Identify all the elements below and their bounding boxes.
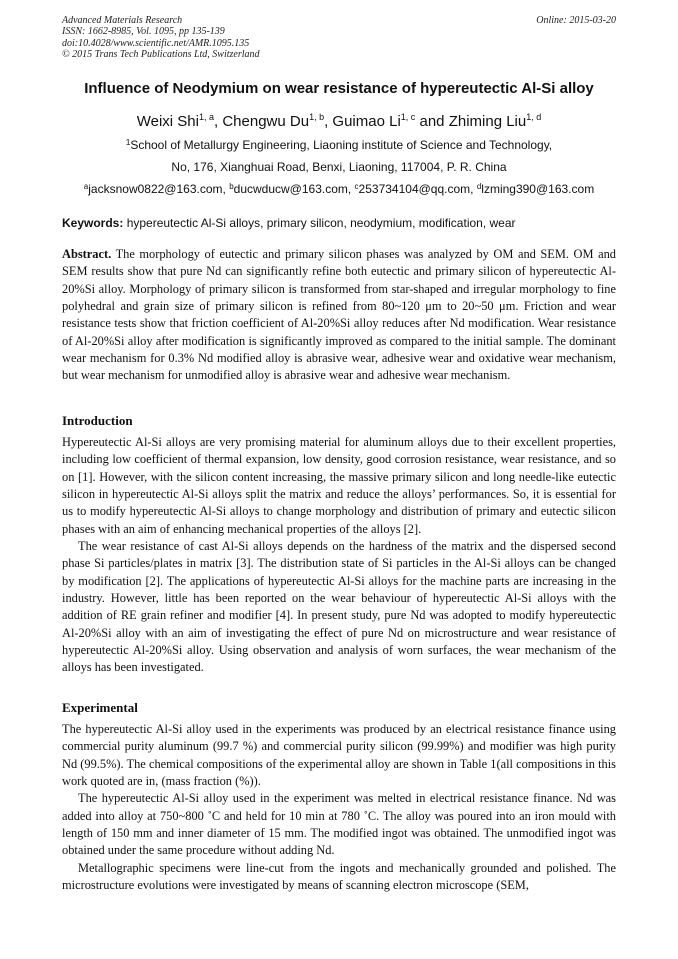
experimental-body (62, 721, 616, 894)
paragraph: Metallographic specimens were line-cut from the ingots and mechanically grounded and polished. The microstructure evolutions were investigated by means of scanning electron microscope (SEM, (62, 860, 616, 893)
abstract (62, 246, 616, 385)
affiliation-text: School of Metallurgy Engineering, Liaoning institute of Science and Technology, (130, 138, 553, 152)
affiliation-line-2: No, 176, Xianghuai Road, Benxi, Liaoning, 117004, P. R. China (171, 160, 507, 174)
experimental-heading: Experimental (62, 700, 138, 715)
keywords (62, 216, 616, 230)
author-sep: , (214, 113, 223, 130)
email-address[interactable]: lzming390@163.com (481, 182, 595, 196)
affiliation-line-1 (0, 138, 678, 152)
online-date: Online: 2015-03-20 (536, 15, 616, 26)
email-list (0, 182, 678, 196)
copyright-line: © 2015 Trans Tech Publications Ltd, Switzerland (62, 49, 260, 61)
keywords-text: hypereutectic Al-Si alloys, primary silicon, neodymium, modification, wear (123, 216, 516, 230)
doi-line: doi:10.4028/www.scientific.net/AMR.1095.135 (62, 37, 250, 49)
paper-title: Influence of Neodymium on wear resistance of hypereutectic Al-Si alloy (84, 80, 594, 97)
author-sup: 1, c (400, 112, 416, 122)
journal-name: Advanced Materials Research (62, 15, 183, 26)
author-name: Guimao Li (332, 113, 401, 130)
email-sep: , (347, 182, 355, 196)
author-sep: and (415, 113, 449, 130)
affiliation-sup: 1 (125, 138, 131, 147)
author-sup: 1, d (526, 112, 542, 122)
author-name: Weixi Shi (136, 113, 199, 130)
paragraph: The wear resistance of cast Al-Si alloys depends on the hardness of the matrix and the dispersed second phase Si particles/plates in matrix [3]. The distribution state of Si particles in the Al-Si alloys can be changed by modification [2]. The applications of hypereutectic Al-Si alloys for the machine parts are increasing in the industry. However, little has been reported on the wear behaviour of hypereutectic Al-Si alloys with the addition of RE grain refiner and modifier [4]. In present study, pure Nd was adopted to modify hypereutectic Al-20%Si alloy with an aim of investigating the effect of pure Nd on microstructure and wear resistance of hypereutectic Al-20%Si alloy. Using observation and analysis of worn surfaces, the wear mechanism of the alloys has been investigated. (62, 539, 616, 675)
email-sup: b (229, 182, 234, 191)
journal-header (62, 15, 616, 61)
introduction-body (62, 434, 616, 677)
paragraph: Hypereutectic Al-Si alloys are very promising material for aluminum alloys due to their excellent properties, including low coefficient of thermal expansion, low density, good corrosion resistance, wear resistance, and so on [1]. However, with the silicon content increasing, the massive primary silicon and long needle-like eutectic silicon in hypereutectic Al-Si alloys split the matrix and reduce the alloys’ performances. So, it is essential for us to modify hypereutectic Al-Si alloys to change morphology and distribution of primary and eutectic silicon phases with an aim of enhancing mechanical properties of the alloys [2]. (62, 435, 616, 536)
author-sep: , (324, 113, 333, 130)
abstract-label: Abstract. (62, 247, 112, 261)
email-sep: , (222, 182, 230, 196)
email-sep: , (470, 182, 477, 196)
issn-line: ISSN: 1662-8985, Vol. 1095, pp 135-139 (62, 26, 225, 38)
email-address[interactable]: jacksnow0822@163.com (88, 182, 223, 196)
abstract-text: The morphology of eutectic and primary silicon phases was analyzed by OM and SEM. OM and SEM results show that pure Nd can significantly refine both eutectic and primary silicon of hypereutectic Al-20%Si alloy. Morphology of primary silicon is transformed from star-shaped and irregular morphology to fine polyhedral and grain size of primary silicon is refined from 80~120 μm to 20~50 μm. Friction and wear resistance tests show that friction coefficient of Al-20%Si alloy reduces after Nd modification. Wear resistance of Al-20%Si alloy after modification is significantly improved as compared to the initial sample. The dominant wear mechanism for 0.3% Nd modified alloy is abrasive wear, adhesive wear and oxidative wear mechanism, but wear mechanism for unmodified alloy is abrasive wear and adhesive wear mechanism. (62, 247, 616, 383)
author-name: Zhiming Liu (448, 113, 527, 130)
author-list (0, 112, 678, 130)
author-sup: 1, b (309, 112, 325, 122)
keywords-label: Keywords: (62, 216, 124, 230)
paragraph: The hypereutectic Al-Si alloy used in the experiment was melted in electrical resistance finance. Nd was added into alloy at 750~800 ˚C and held for 10 min at 780 ˚C. The alloy was poured into an iron mould with length of 150 mm and inner diameter of 15 mm. The modified ingot was obtained. The unmodified ingot was obtained under the same procedure without adding Nd. (62, 791, 616, 858)
paragraph: The hypereutectic Al-Si alloy used in the experiments was produced by an electrical resistance finance using commercial purity aluminum (99.7 %) and commercial purity silicon (99.99%) and modifier was high purity Nd (99.5%). The chemical compositions of the experimental alloy are shown in Table 1(all compositions in this work quoted are in, (mass fraction (%)). (62, 722, 616, 789)
introduction-heading: Introduction (62, 413, 133, 428)
email-sup: c (354, 182, 359, 191)
author-sup: 1, a (198, 112, 214, 122)
email-sup: a (83, 182, 89, 191)
author-name: Chengwu Du (222, 113, 310, 130)
email-address[interactable]: ducwducw@163.com (233, 182, 348, 196)
email-sup: d (476, 182, 482, 191)
email-address[interactable]: 253734104@qq.com (358, 182, 471, 196)
